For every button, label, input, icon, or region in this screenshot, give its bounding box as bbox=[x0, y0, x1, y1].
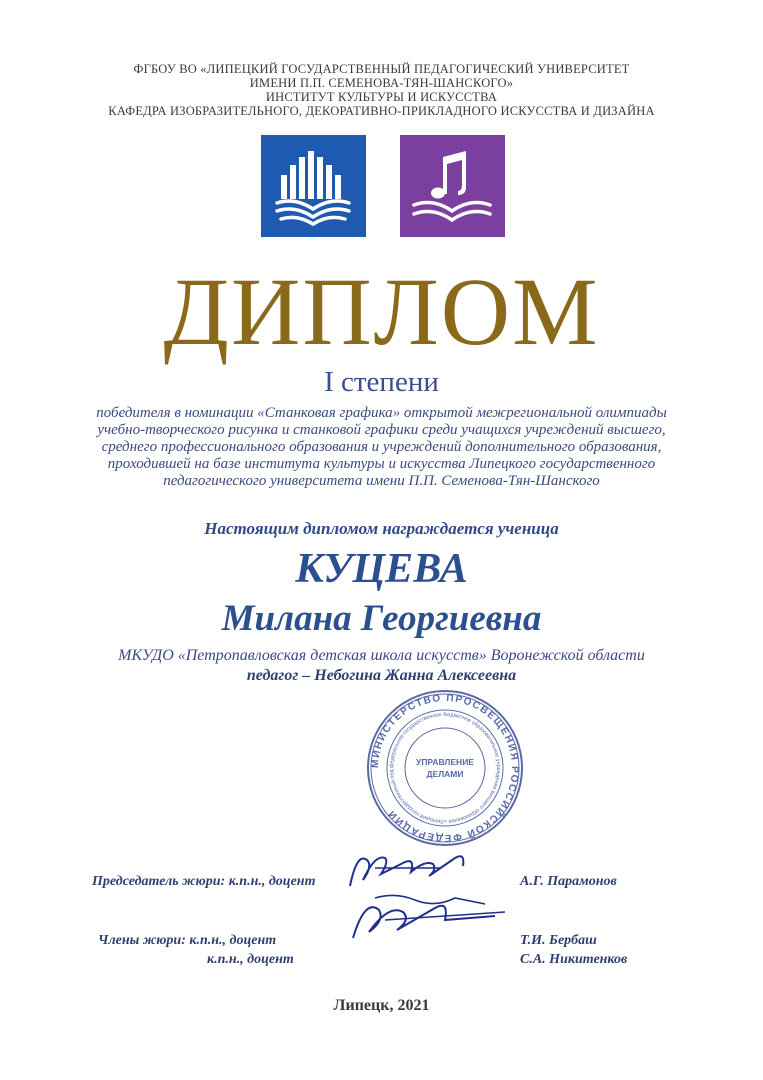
recipient-surname: КУЦЕВА bbox=[295, 546, 468, 592]
diploma-title: ДИПЛОМ bbox=[163, 258, 600, 365]
member1-name: Т.И. Бербаш bbox=[520, 933, 597, 948]
awarded-statement: Настоящим дипломом награждается ученица bbox=[204, 519, 559, 538]
institution-header bbox=[0, 62, 763, 118]
description-line-1: победителя в номинации «Станковая графика» открытой межрегиональной олимпиады bbox=[96, 405, 667, 421]
seal-center-line-2: ДЕЛАМИ bbox=[426, 769, 464, 779]
chair-signature bbox=[345, 846, 485, 894]
chair-name: А.Г. Парамонов bbox=[520, 874, 617, 889]
seal-outer-text: МИНИСТЕРСТВО ПРОСВЕЩЕНИЯ РОССИЙСКОЙ ФЕДЕРАЦИИ bbox=[369, 692, 521, 844]
header-line-3: ИНСТИТУТ КУЛЬТУРЫ И ИСКУССТВА bbox=[265, 90, 498, 104]
svg-text:федеральное государственное бю bbox=[365, 688, 501, 824]
member2-name: С.А. Никитенков bbox=[520, 952, 628, 967]
award-description bbox=[0, 405, 763, 490]
header-line-2: ИМЕНИ П.П. СЕМЕНОВА-ТЯН-ШАНСКОГО» bbox=[249, 76, 514, 90]
music-book-logo-icon bbox=[400, 135, 505, 237]
diploma-degree: I степени bbox=[324, 366, 439, 398]
member2-label: к.п.н., доцент bbox=[207, 952, 294, 967]
official-seal bbox=[365, 688, 525, 848]
description-line-5: педагогического университета имени П.П. Семенова-Тян-Шанского bbox=[163, 473, 600, 489]
university-logo-icon bbox=[261, 135, 366, 237]
header-line-1: ФГБОУ ВО «ЛИПЕЦКИЙ ГОСУДАРСТВЕННЫЙ ПЕДАГОГИЧЕСКИЙ УНИВЕРСИТЕТ bbox=[133, 62, 630, 76]
seal-center-line-1: УПРАВЛЕНИЕ bbox=[416, 757, 474, 767]
recipient-school: МКУДО «Петропавловская детская школа искусств» Воронежской области bbox=[118, 647, 645, 664]
seal-inner-text: федеральное государственное бюджетное образовательное учреждение высшего образования «Липецкий государственный пед bbox=[388, 711, 502, 825]
chair-label: Председатель жюри: к.п.н., доцент bbox=[92, 874, 316, 889]
member-signatures bbox=[345, 890, 515, 948]
header-line-4: КАФЕДРА ИЗОБРАЗИТЕЛЬНОГО, ДЕКОРАТИВНО-ПРИКЛАДНОГО ИСКУССТВА И ДИЗАЙНА bbox=[108, 104, 655, 118]
description-line-4: проходившей на базе института культуры и искусства Липецкого государственного bbox=[107, 456, 656, 472]
recipient-name: Милана Георгиевна bbox=[221, 598, 542, 639]
city-year: Липецк, 2021 bbox=[333, 997, 430, 1014]
description-line-2: учебно-творческого рисунка и станковой графики среди учащихся учреждений высшего, bbox=[97, 422, 666, 438]
recipient-teacher: педагог – Небогина Жанна Алексеевна bbox=[246, 667, 517, 684]
description-line-3: среднего профессионального образования и учреждений дополнительного образования, bbox=[101, 439, 662, 455]
members-label: Члены жюри: к.п.н., доцент bbox=[98, 933, 277, 948]
